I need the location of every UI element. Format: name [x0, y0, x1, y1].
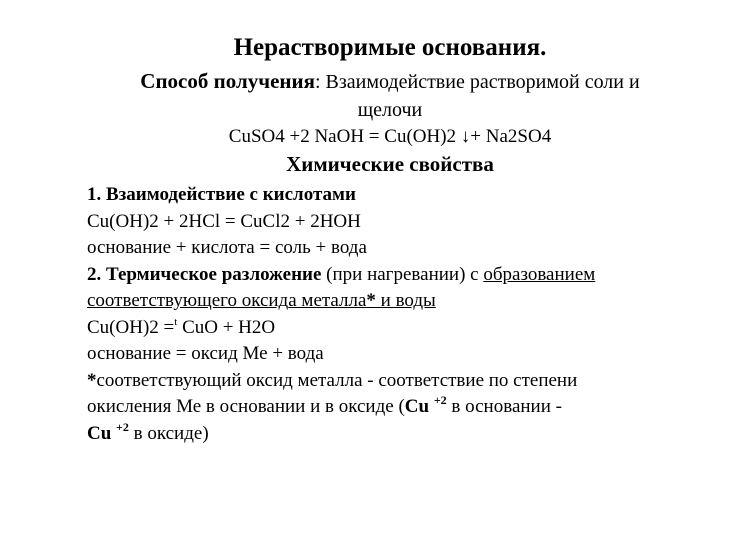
- property2-equation-right: CuO + H2O: [177, 316, 276, 338]
- footnote-line3: [87, 421, 727, 448]
- page-title: Нерастворимые основания.: [233, 34, 547, 61]
- preparation-equation: [0, 125, 750, 149]
- footnote-line2-part1: окисления Ме в основании и в оксиде (: [87, 396, 405, 417]
- footnote-star: *: [87, 369, 97, 391]
- property2-line2-star: *: [366, 290, 376, 311]
- property2-line2-part1: соответствующего оксид: [87, 290, 289, 311]
- footnote-charge2: +2: [116, 419, 129, 434]
- properties-body: [87, 182, 727, 447]
- footnote-line2-part2: в основании -: [446, 396, 562, 417]
- property2-word-equation: основание = оксид Ме + вода: [87, 343, 324, 364]
- property2-equation-left: Cu(OH)2 =: [87, 316, 175, 338]
- property2-line2: [87, 288, 727, 315]
- properties-heading: Химические свойства: [286, 152, 494, 176]
- preparation-method: [80, 67, 700, 124]
- footnote-line2: [87, 394, 727, 421]
- property1-heading: 1. Взаимодействие с кислотами: [87, 184, 356, 205]
- footnote-line1-text: соответствующий оксид металла - соответствие по степени: [96, 369, 578, 391]
- equation-left: CuSO4 +2 NaOH = Cu(OH)2: [228, 126, 461, 147]
- property2-heading: [87, 262, 727, 289]
- property1-word-equation: основание + кислота = соль + вода: [87, 237, 367, 258]
- property2-line2-part2: а металла: [288, 290, 367, 311]
- footnote-line3-text: в оксиде): [128, 422, 209, 444]
- method-text-line2: щелочи: [357, 99, 423, 121]
- footnote-charge1: +2: [433, 393, 447, 407]
- footnote-cu2: Cu: [87, 422, 112, 444]
- property2-line2-part3: и воды: [375, 290, 436, 311]
- property1-equation: Cu(OH)2 + 2HCl = CuCl2 + 2HOH: [87, 210, 361, 232]
- equation-right: + Na2SO4: [470, 126, 552, 147]
- precipitate-arrow: ↓: [460, 126, 471, 147]
- method-text-line1: Взаимодействие растворимой соли и: [320, 71, 640, 93]
- property2-heading-bold: 2. Термическое разложение: [87, 263, 322, 285]
- method-colon: :: [314, 71, 321, 93]
- property2-equation: [87, 315, 727, 342]
- footnote-cu1: Cu: [404, 396, 430, 417]
- footnote-line1: [87, 368, 727, 395]
- method-label: Способ получения: [140, 69, 315, 93]
- heat-symbol: t: [174, 315, 178, 328]
- property2-heading-underlined: образованием: [483, 263, 596, 285]
- property2-heading-normal: (при нагревании) с: [321, 263, 484, 285]
